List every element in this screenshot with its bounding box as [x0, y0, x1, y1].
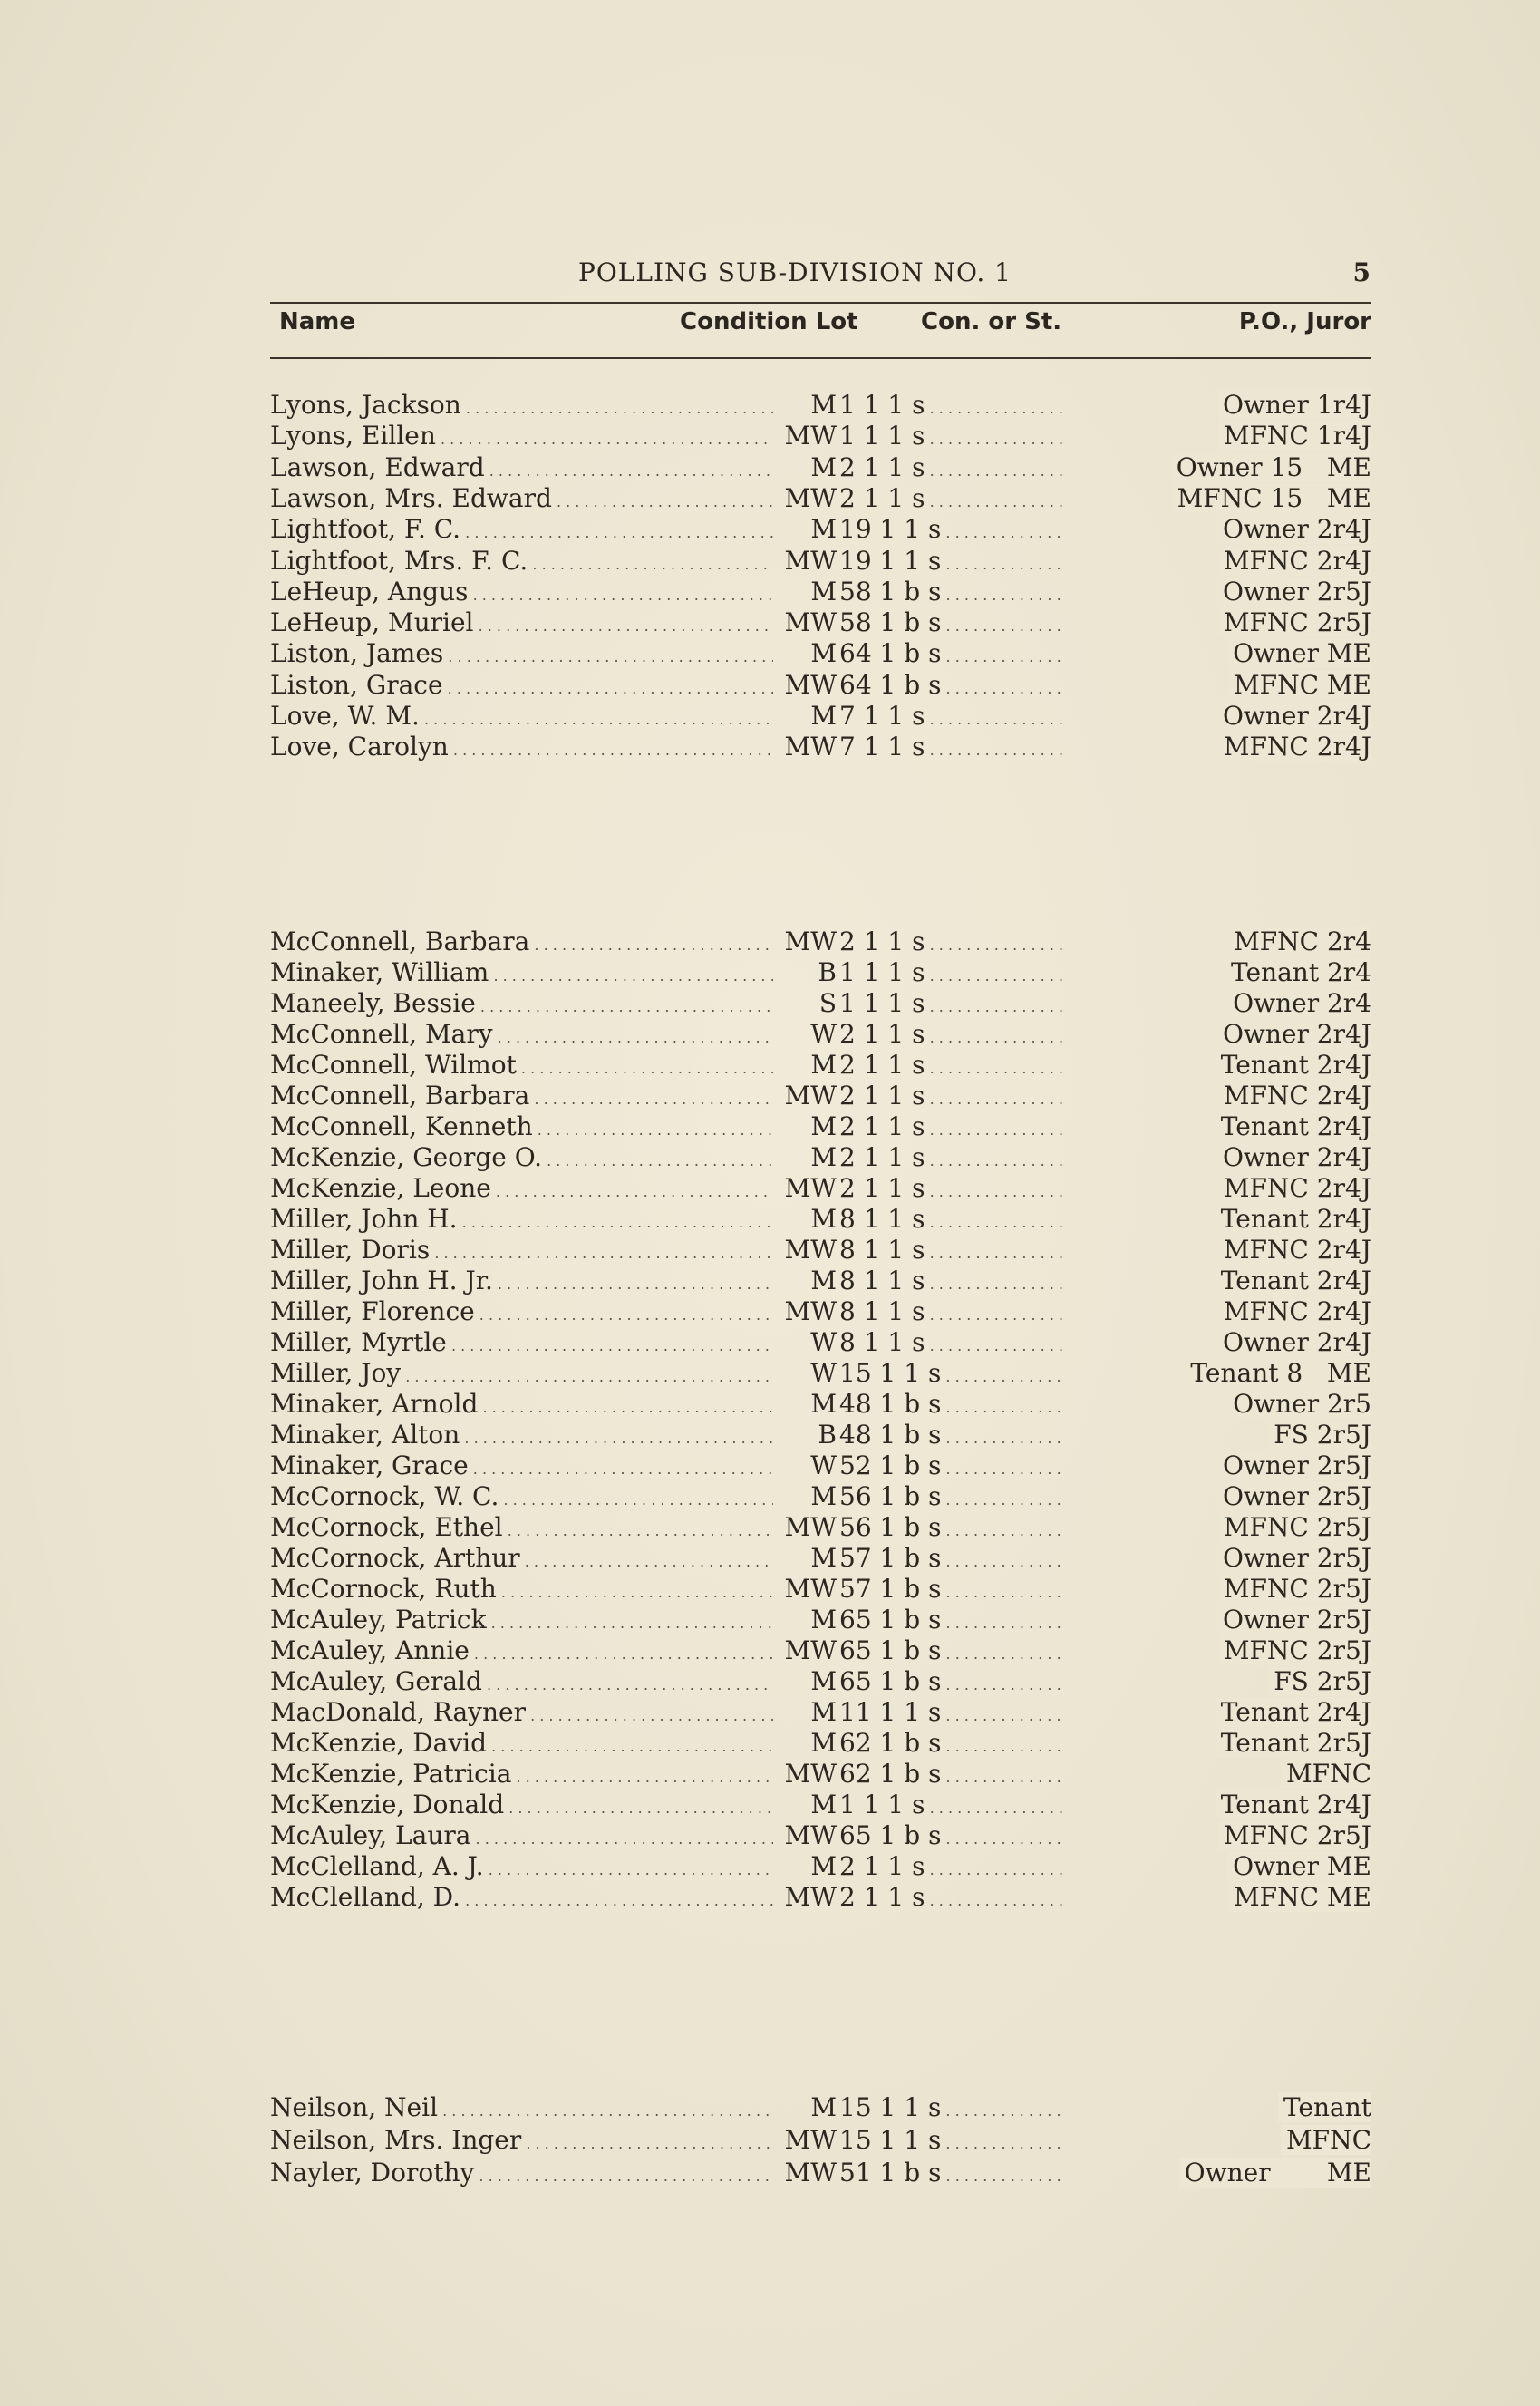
voter-po-juror-text: Owner 2r4 — [1227, 988, 1371, 1018]
voter-name: MacDonald, Rayner . . . — [270, 1697, 773, 1732]
voter-po-juror-text: Owner 2r4J — [1217, 1142, 1371, 1172]
voter-condition: MW — [784, 1574, 837, 1604]
voter-lot-concession: 8 1 1 s . . . — [839, 1266, 1066, 1300]
voter-lot-concession: 1 1 1 s . . . — [839, 390, 1066, 424]
voter-condition: MW — [784, 1820, 837, 1850]
voter-name: Liston, Grace . . . — [270, 670, 773, 704]
list-item — [270, 452, 1371, 483]
voter-lot-concession: 48 1 b s . . . — [839, 1420, 1066, 1454]
voter-lot-concession: 19 1 1 s . . . — [839, 514, 1066, 548]
voter-lot-concession: 19 1 1 s . . . — [839, 546, 1066, 580]
list-item — [270, 1050, 1371, 1081]
list-item — [270, 1111, 1371, 1142]
voter-po-juror — [1068, 421, 1371, 451]
voter-po-juror-text: MFNC 15 ME — [1172, 483, 1371, 513]
voter-po-juror — [1068, 514, 1371, 545]
list-item — [270, 988, 1371, 1019]
voter-po-juror-text: MFNC 2r4J — [1218, 546, 1371, 576]
voter-condition: M — [810, 1111, 837, 1141]
voter-condition: MW — [784, 927, 837, 956]
voter-po-juror — [1068, 1420, 1371, 1450]
list-item — [270, 1296, 1371, 1327]
voter-po-juror — [1068, 1574, 1371, 1605]
voter-lot-concession: 8 1 1 s . . . — [839, 1235, 1066, 1269]
voter-lot-concession: 65 1 b s . . . — [839, 1605, 1066, 1639]
voter-po-juror — [1068, 1666, 1371, 1697]
voter-lot-concession: 62 1 b s . . . — [839, 1759, 1066, 1793]
list-item — [270, 1512, 1371, 1543]
list-item — [270, 577, 1371, 607]
voter-condition: MW — [784, 1512, 837, 1542]
voter-condition: MW — [784, 1635, 837, 1665]
list-item — [270, 1358, 1371, 1389]
voter-po-juror — [1068, 1481, 1371, 1512]
voter-name: Lightfoot, Mrs. F. C. . . . — [270, 546, 773, 580]
voter-lot-concession: 62 1 b s . . . — [839, 1728, 1066, 1762]
voter-name: Love, Carolyn . . . — [270, 732, 773, 766]
voter-po-juror — [1068, 1635, 1371, 1666]
voter-name: Miller, John H. . . . — [270, 1204, 773, 1238]
list-item — [270, 1605, 1371, 1635]
list-item — [270, 1019, 1371, 1050]
voter-po-juror-text: MFNC 2r5J — [1218, 1574, 1371, 1604]
voter-name: Maneely, Bessie . . . — [270, 988, 773, 1023]
voter-po-juror-text: Owner 2r4J — [1217, 1327, 1371, 1357]
voter-name: Neilson, Mrs. Inger . . . — [270, 2125, 773, 2159]
voter-po-juror-text: MFNC 2r5J — [1218, 1820, 1371, 1850]
voter-lot-concession: 7 1 1 s . . . — [839, 701, 1066, 735]
list-item — [270, 1666, 1371, 1697]
list-item — [270, 1204, 1371, 1235]
voter-lot-concession: 2 1 1 s . . . — [839, 1050, 1066, 1084]
list-item — [270, 514, 1371, 545]
voter-name: Lyons, Eillen . . . — [270, 421, 773, 455]
voter-lot-concession: 52 1 b s . . . — [839, 1450, 1066, 1485]
voter-lot-concession: 65 1 b s . . . — [839, 1820, 1066, 1855]
voter-po-juror-text: Owner 2r5J — [1217, 1481, 1371, 1511]
voter-name: McAuley, Gerald . . . — [270, 1666, 773, 1701]
voter-condition: M — [810, 1605, 837, 1635]
voter-po-juror — [1068, 1389, 1371, 1420]
voter-name: Nayler, Dorothy . . . — [270, 2158, 773, 2192]
page-title: POLLING SUB-DIVISION NO. 1 — [578, 257, 1012, 287]
voter-po-juror — [1068, 452, 1371, 483]
voter-condition: M — [810, 1389, 837, 1419]
voter-condition: M — [810, 1142, 837, 1172]
voter-condition: M — [810, 1851, 837, 1881]
voter-po-juror-text: Owner 1r4J — [1217, 390, 1371, 420]
voter-po-juror — [1068, 607, 1371, 638]
voter-name: Miller, Myrtle . . . — [270, 1327, 773, 1362]
voter-po-juror — [1068, 1111, 1371, 1142]
voter-lot-concession: 64 1 b s . . . — [839, 638, 1066, 673]
voter-po-juror — [1068, 1512, 1371, 1543]
voter-condition: MW — [784, 2125, 837, 2155]
voter-condition: M — [810, 1481, 837, 1511]
voter-po-juror — [1068, 483, 1371, 514]
voter-name: Neilson, Neil . . . — [270, 2092, 773, 2127]
voter-po-juror-text: Tenant 2r4J — [1216, 1697, 1371, 1727]
voter-po-juror — [1068, 732, 1371, 762]
voter-lot-concession: 2 1 1 s . . . — [839, 1111, 1066, 1146]
voter-lot-concession: 15 1 1 s . . . — [839, 2092, 1066, 2127]
voter-name: McKenzie, David . . . — [270, 1728, 773, 1762]
voter-condition: MW — [784, 1081, 837, 1111]
column-headers — [270, 308, 1371, 344]
list-item — [270, 1235, 1371, 1266]
list-item — [270, 2158, 1371, 2188]
voter-name: Lightfoot, F. C. . . . — [270, 514, 773, 548]
voter-name: McAuley, Annie . . . — [270, 1635, 773, 1670]
list-item — [270, 1820, 1371, 1851]
voter-condition: B — [818, 957, 837, 987]
voter-po-juror-text: MFNC 1r4J — [1218, 421, 1371, 451]
voter-lot-concession: 15 1 1 s . . . — [839, 1358, 1066, 1392]
voter-lot-concession: 51 1 b s . . . — [839, 2158, 1066, 2192]
voter-condition: M — [810, 2092, 837, 2122]
voter-condition: S — [818, 988, 837, 1018]
voter-po-juror-text: Owner ME — [1227, 1851, 1371, 1881]
voter-lot-concession: 8 1 1 s . . . — [839, 1204, 1066, 1238]
voter-lot-concession: 64 1 b s . . . — [839, 670, 1066, 704]
voter-po-juror-text: Tenant 8 ME — [1185, 1358, 1371, 1388]
voter-lot-concession: 2 1 1 s . . . — [839, 1173, 1066, 1208]
voter-po-juror — [1068, 988, 1371, 1019]
voter-po-juror — [1068, 1296, 1371, 1327]
voter-lot-concession: 57 1 b s . . . — [839, 1543, 1066, 1577]
voter-po-juror-text: MFNC 2r5J — [1218, 607, 1371, 637]
voter-po-juror-text: Owner 2r5J — [1217, 577, 1371, 606]
voter-po-juror-text: MFNC ME — [1228, 1882, 1371, 1912]
voter-name: McKenzie, Donald . . . — [270, 1790, 773, 1824]
voter-lot-concession: 1 1 1 s . . . — [839, 957, 1066, 992]
list-item — [270, 483, 1371, 514]
voter-po-juror-text: MFNC 2r4J — [1218, 1081, 1371, 1111]
voter-lot-concession: 1 1 1 s . . . — [839, 421, 1066, 455]
list-item — [270, 1481, 1371, 1512]
voter-po-juror-text: Owner 2r5J — [1217, 1543, 1371, 1573]
voter-po-juror-text: Owner 2r5J — [1217, 1605, 1371, 1635]
list-item — [270, 1420, 1371, 1450]
voter-name: Lyons, Jackson . . . — [270, 390, 773, 424]
voter-name: McCornock, Ruth . . . — [270, 1574, 773, 1608]
voter-lot-concession: 2 1 1 s . . . — [839, 1081, 1066, 1115]
voter-po-juror-text: Tenant 2r4J — [1216, 1790, 1371, 1819]
voter-po-juror — [1068, 701, 1371, 732]
column-header-name: Name — [279, 308, 356, 335]
voter-po-juror-text: Tenant 2r4J — [1216, 1111, 1371, 1141]
list-item — [270, 732, 1371, 762]
voter-po-juror — [1068, 927, 1371, 957]
voter-condition: MW — [784, 1882, 837, 1912]
voter-condition: MW — [784, 1173, 837, 1203]
list-item — [270, 1728, 1371, 1759]
list-item — [270, 1882, 1371, 1913]
voter-lot-concession: 48 1 b s . . . — [839, 1389, 1066, 1423]
voter-po-juror-text: MFNC 2r5J — [1218, 1635, 1371, 1665]
voter-po-juror — [1068, 1820, 1371, 1851]
column-header-po-juror: P.O., Juror — [1238, 308, 1371, 335]
list-item — [270, 927, 1371, 957]
list-item — [270, 1543, 1371, 1574]
voter-po-juror — [1068, 1759, 1371, 1790]
voter-name: McKenzie, Patricia . . . — [270, 1759, 773, 1793]
voter-po-juror-text: Owner 2r5J — [1217, 1450, 1371, 1480]
voter-condition: MW — [784, 545, 837, 576]
voter-condition: MW — [784, 421, 837, 451]
voter-name: Miller, Joy . . . — [270, 1358, 773, 1392]
voter-po-juror-text: Tenant 2r4J — [1216, 1266, 1371, 1295]
voter-po-juror-text: MFNC 2r4J — [1218, 1173, 1371, 1203]
voter-po-juror-text: Tenant — [1278, 2092, 1371, 2122]
voter-po-juror — [1068, 957, 1371, 988]
list-item — [270, 701, 1371, 732]
voter-condition: M — [810, 1204, 837, 1234]
voter-po-juror-text: Owner 15 ME — [1171, 452, 1371, 482]
list-item — [270, 638, 1371, 669]
voter-condition: MW — [784, 1235, 837, 1265]
voter-condition: M — [810, 514, 837, 545]
list-item — [270, 957, 1371, 988]
voter-po-juror — [1068, 1728, 1371, 1759]
list-item — [270, 2092, 1371, 2123]
voter-name: McConnell, Mary . . . — [270, 1019, 773, 1053]
voter-name: McAuley, Laura . . . — [270, 1820, 773, 1855]
voter-po-juror-text: Tenant 2r5J — [1216, 1728, 1371, 1758]
voter-po-juror — [1068, 1882, 1371, 1913]
voter-po-juror-text: Owner ME — [1227, 638, 1371, 668]
voter-po-juror-text: MFNC 2r4J — [1218, 1296, 1371, 1326]
voter-condition: M — [810, 451, 837, 482]
voter-name: Lawson, Edward . . . — [270, 452, 773, 487]
voter-po-juror — [1068, 1235, 1371, 1266]
list-item — [270, 607, 1371, 638]
voter-po-juror-text: Tenant 2r4 — [1225, 957, 1371, 987]
voter-po-juror-text: Owner 2r4J — [1217, 1019, 1371, 1049]
list-item — [270, 1697, 1371, 1728]
voter-lot-concession: 56 1 b s . . . — [839, 1481, 1066, 1516]
voter-lot-concession: 58 1 b s . . . — [839, 577, 1066, 611]
voter-po-juror — [1068, 1081, 1371, 1111]
voter-name: LeHeup, Angus . . . — [270, 577, 773, 611]
voter-condition: MW — [784, 482, 837, 513]
voter-po-juror — [1068, 1204, 1371, 1235]
voter-po-juror — [1068, 546, 1371, 577]
voter-po-juror — [1068, 670, 1371, 701]
list-item — [270, 1389, 1371, 1420]
voter-name: McAuley, Patrick . . . — [270, 1605, 773, 1639]
voter-po-juror — [1068, 638, 1371, 669]
list-item — [270, 1142, 1371, 1173]
voter-lot-concession: 8 1 1 s . . . — [839, 1296, 1066, 1331]
voter-name: McConnell, Barbara . . . — [270, 927, 773, 961]
voter-po-juror-text: MFNC 2r4 — [1228, 927, 1371, 956]
voter-po-juror — [1068, 1327, 1371, 1358]
voter-po-juror — [1068, 390, 1371, 421]
list-item — [270, 1759, 1371, 1790]
voter-po-juror — [1068, 1543, 1371, 1574]
voter-name: Love, W. M. . . . — [270, 701, 773, 735]
voter-po-juror-text: Owner ME — [1179, 2158, 1371, 2188]
list-item — [270, 1635, 1371, 1666]
voter-lot-concession: 2 1 1 s . . . — [839, 1019, 1066, 1053]
voter-po-juror — [1068, 577, 1371, 607]
voter-po-juror-text: Tenant 2r4J — [1216, 1050, 1371, 1080]
voter-name: Miller, Doris . . . — [270, 1235, 773, 1269]
voter-po-juror-text: Owner 2r4J — [1217, 514, 1371, 544]
voter-po-juror — [1068, 1851, 1371, 1882]
list-item — [270, 390, 1371, 421]
voter-name: McConnell, Kenneth . . . — [270, 1111, 773, 1146]
voter-condition: W — [810, 1327, 837, 1357]
voter-name: McCornock, W. C. . . . — [270, 1481, 773, 1516]
column-header-con-or-st: Con. or St. — [921, 308, 1062, 335]
list-item — [270, 1574, 1371, 1605]
voter-lot-concession: 58 1 b s . . . — [839, 607, 1066, 642]
voter-condition: M — [810, 390, 837, 420]
voter-po-juror-text: MFNC ME — [1228, 670, 1371, 700]
list-item — [270, 546, 1371, 577]
list-item — [270, 670, 1371, 701]
voter-name: McKenzie, George O. . . . — [270, 1142, 773, 1177]
voter-po-juror-text: MFNC — [1281, 2125, 1371, 2155]
voter-condition: M — [810, 1728, 837, 1758]
voter-po-juror — [1068, 1790, 1371, 1820]
voter-condition: M — [810, 701, 837, 731]
voter-condition: MW — [784, 2158, 837, 2188]
voter-condition: W — [810, 1358, 837, 1388]
voter-condition: MW — [784, 1759, 837, 1789]
voter-lot-concession: 2 1 1 s . . . — [839, 1882, 1066, 1916]
voter-condition: M — [810, 1790, 837, 1819]
header-rule-top — [270, 302, 1371, 304]
voter-condition: W — [810, 1450, 837, 1480]
voter-po-juror-text: FS 2r5J — [1268, 1666, 1371, 1696]
voter-condition: M — [810, 1666, 837, 1696]
voter-po-juror — [1068, 2158, 1371, 2188]
voter-name: McConnell, Wilmot . . . — [270, 1050, 773, 1084]
voter-lot-concession: 2 1 1 s . . . — [839, 452, 1066, 487]
voter-po-juror — [1068, 2092, 1371, 2123]
voter-po-juror-text: Owner 2r4J — [1217, 701, 1371, 731]
page-header — [270, 257, 1371, 294]
voter-condition: M — [810, 638, 837, 669]
voter-po-juror — [1068, 1605, 1371, 1635]
voter-name: McKenzie, Leone . . . — [270, 1173, 773, 1208]
voter-name: McCornock, Arthur . . . — [270, 1543, 773, 1577]
voter-lot-concession: 7 1 1 s . . . — [839, 732, 1066, 766]
list-item — [270, 2125, 1371, 2156]
voter-po-juror-text: Tenant 2r4J — [1216, 1204, 1371, 1234]
list-item — [270, 1173, 1371, 1204]
voter-po-juror — [1068, 1142, 1371, 1173]
voter-lot-concession: 65 1 b s . . . — [839, 1635, 1066, 1670]
list-item — [270, 1266, 1371, 1296]
voter-condition: MW — [784, 1296, 837, 1326]
voter-po-juror — [1068, 1173, 1371, 1204]
voter-lot-concession: 11 1 1 s . . . — [839, 1697, 1066, 1732]
voter-lot-concession: 2 1 1 s . . . — [839, 1142, 1066, 1177]
voter-lot-concession: 2 1 1 s . . . — [839, 927, 1066, 961]
voter-name: LeHeup, Muriel . . . — [270, 607, 773, 642]
voter-po-juror — [1068, 1697, 1371, 1728]
voter-name: Minaker, William . . . — [270, 957, 773, 992]
voter-name: McClelland, D. . . . — [270, 1882, 773, 1916]
page-number: 5 — [1352, 257, 1371, 287]
voter-condition: M — [810, 576, 837, 606]
column-header-condition-lot: Condition Lot — [680, 308, 858, 335]
voter-lot-concession: 1 1 1 s . . . — [839, 1790, 1066, 1824]
voter-lot-concession: 57 1 b s . . . — [839, 1574, 1066, 1608]
voter-po-juror — [1068, 1358, 1371, 1389]
voter-name: Miller, Florence . . . — [270, 1296, 773, 1331]
voter-po-juror — [1068, 1266, 1371, 1296]
voter-lot-concession: 2 1 1 s . . . — [839, 483, 1066, 518]
voter-lot-concession: 2 1 1 s . . . — [839, 1851, 1066, 1886]
voter-po-juror-text: MFNC 2r4J — [1218, 732, 1371, 762]
voter-po-juror-text: Owner 2r5 — [1227, 1389, 1371, 1419]
voter-lot-concession: 15 1 1 s . . . — [839, 2125, 1066, 2159]
voter-condition: MW — [784, 607, 837, 638]
voter-po-juror — [1068, 1050, 1371, 1081]
voter-po-juror-text: MFNC — [1281, 1759, 1371, 1789]
voter-condition: B — [818, 1420, 837, 1450]
voter-condition: MW — [784, 732, 837, 762]
list-item — [270, 1790, 1371, 1820]
list-item — [270, 1327, 1371, 1358]
voter-condition: M — [810, 1266, 837, 1295]
voter-lot-concession: 8 1 1 s . . . — [839, 1327, 1066, 1362]
voter-name: McClelland, A. J. . . . — [270, 1851, 773, 1886]
voter-name: Miller, John H. Jr. . . . — [270, 1266, 773, 1300]
voter-condition: W — [810, 1019, 837, 1049]
list-item — [270, 1450, 1371, 1481]
voter-name: McCornock, Ethel . . . — [270, 1512, 773, 1547]
header-rule-bottom — [270, 357, 1371, 359]
voter-condition: M — [810, 1697, 837, 1727]
voter-condition: M — [810, 1050, 837, 1080]
list-item — [270, 1851, 1371, 1882]
voter-lot-concession: 65 1 b s . . . — [839, 1666, 1066, 1701]
voter-po-juror — [1068, 2125, 1371, 2156]
voter-name: Minaker, Alton . . . — [270, 1420, 773, 1454]
list-item — [270, 421, 1371, 451]
voter-po-juror — [1068, 1019, 1371, 1050]
voter-lot-concession: 56 1 b s . . . — [839, 1512, 1066, 1547]
voter-po-juror-text: MFNC 2r4J — [1218, 1235, 1371, 1265]
voter-po-juror-text: FS 2r5J — [1268, 1420, 1371, 1450]
voter-condition: M — [810, 1543, 837, 1573]
voter-po-juror-text: MFNC 2r5J — [1218, 1512, 1371, 1542]
voter-condition: MW — [784, 669, 837, 700]
voter-name: Liston, James . . . — [270, 638, 773, 673]
list-item — [270, 1081, 1371, 1111]
voter-lot-concession: 1 1 1 s . . . — [839, 988, 1066, 1023]
voter-name: Minaker, Grace . . . — [270, 1450, 773, 1485]
voter-name: Minaker, Arnold . . . — [270, 1389, 773, 1423]
voter-name: McConnell, Barbara . . . — [270, 1081, 773, 1115]
voter-name: Lawson, Mrs. Edward . . . — [270, 483, 773, 518]
voter-po-juror — [1068, 1450, 1371, 1481]
